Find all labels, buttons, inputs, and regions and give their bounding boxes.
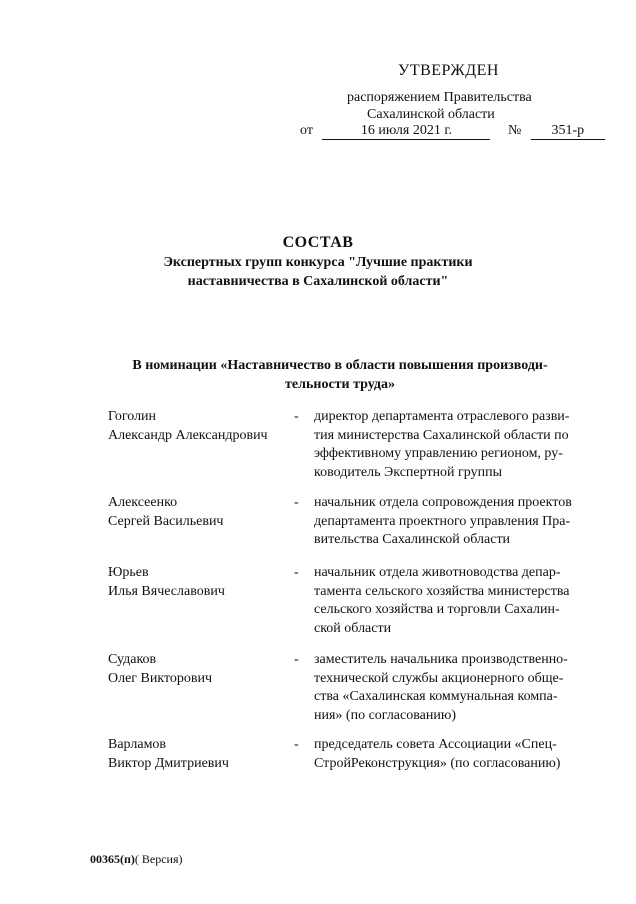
approval-line-2: Сахалинской области — [367, 107, 495, 122]
member-role — [314, 494, 600, 550]
role-line: тия министерства Сахалинской области по — [314, 427, 569, 443]
member-name — [108, 736, 288, 773]
member-surname: Алексеенко — [108, 495, 178, 510]
title-line-1: Экспертных групп конкурса "Лучшие практики — [163, 255, 473, 270]
member-dash: - — [294, 409, 299, 424]
role-line: вительства Сахалинской области — [314, 532, 511, 547]
role-line: ководитель Экспертной группы — [314, 464, 503, 480]
member-given-names: Виктор Дмитриевич — [108, 755, 229, 771]
role-line: председатель совета Ассоциации «Спец- — [314, 737, 557, 752]
member-surname: Варламов — [108, 737, 167, 752]
role-line: СтройРеконструкция» (по согласованию) — [314, 755, 561, 771]
member-role — [314, 736, 600, 773]
member-dash: - — [294, 495, 299, 510]
title-line-2: наставничества в Сахалинской области" — [187, 274, 449, 289]
role-line: начальник отдела животноводства депар- — [314, 565, 561, 580]
member-name — [108, 651, 288, 688]
role-line: заместитель начальника производственно- — [314, 652, 568, 667]
member-surname: Судаков — [108, 652, 157, 667]
role-line: ской области — [314, 620, 392, 636]
member-name — [108, 494, 288, 531]
role-line: начальник отдела сопровождения проектов — [314, 495, 572, 510]
role-line: технической службы акционерного обще- — [314, 670, 564, 686]
nomination-line-2: тельности труда» — [285, 377, 395, 392]
approval-number: 351-р — [531, 123, 605, 140]
role-line: департамента проектного управления Пра- — [314, 513, 571, 529]
approval-date: 16 июля 2021 г. — [322, 123, 490, 140]
document-title — [0, 233, 636, 291]
member-given-names: Илья Вячеславович — [108, 583, 225, 599]
role-line: директор департамента отраслевого разви- — [314, 409, 570, 424]
member-dash: - — [294, 652, 299, 667]
document-footer — [90, 852, 183, 867]
member-dash: - — [294, 565, 299, 580]
member-given-names: Александр Александрович — [108, 427, 268, 443]
member-surname: Гоголин — [108, 409, 157, 424]
role-line: эффективному управлению регионом, ру- — [314, 446, 563, 461]
member-role — [314, 651, 600, 725]
from-label: от — [300, 123, 313, 138]
role-line: сельского хозяйства и торговли Сахалин- — [314, 602, 560, 617]
nomination-heading — [100, 356, 580, 394]
member-name — [108, 408, 288, 445]
role-line: ства «Сахалинская коммунальная компа- — [314, 689, 558, 704]
approval-line-1: распоряжением Правительства — [347, 90, 532, 105]
document-code: 00365(п) — [90, 852, 135, 866]
approval-date-row — [300, 123, 605, 140]
member-role — [314, 408, 600, 482]
member-given-names: Сергей Васильевич — [108, 513, 224, 529]
document-version: ( Версия) — [134, 852, 183, 866]
member-given-names: Олег Викторович — [108, 670, 213, 686]
member-name — [108, 564, 288, 601]
member-role — [314, 564, 600, 638]
role-line: тамента сельского хозяйства министерства — [314, 583, 570, 599]
approval-heading: УТВЕРЖДЕН — [398, 62, 499, 79]
number-label: № — [507, 123, 522, 138]
role-line: ния» (по согласованию) — [314, 707, 456, 723]
member-surname: Юрьев — [108, 565, 149, 580]
nomination-line-1: В номинации «Наставничество в области повышения производи- — [132, 358, 548, 373]
title-main: СОСТАВ — [282, 234, 354, 251]
member-dash: - — [294, 737, 299, 752]
